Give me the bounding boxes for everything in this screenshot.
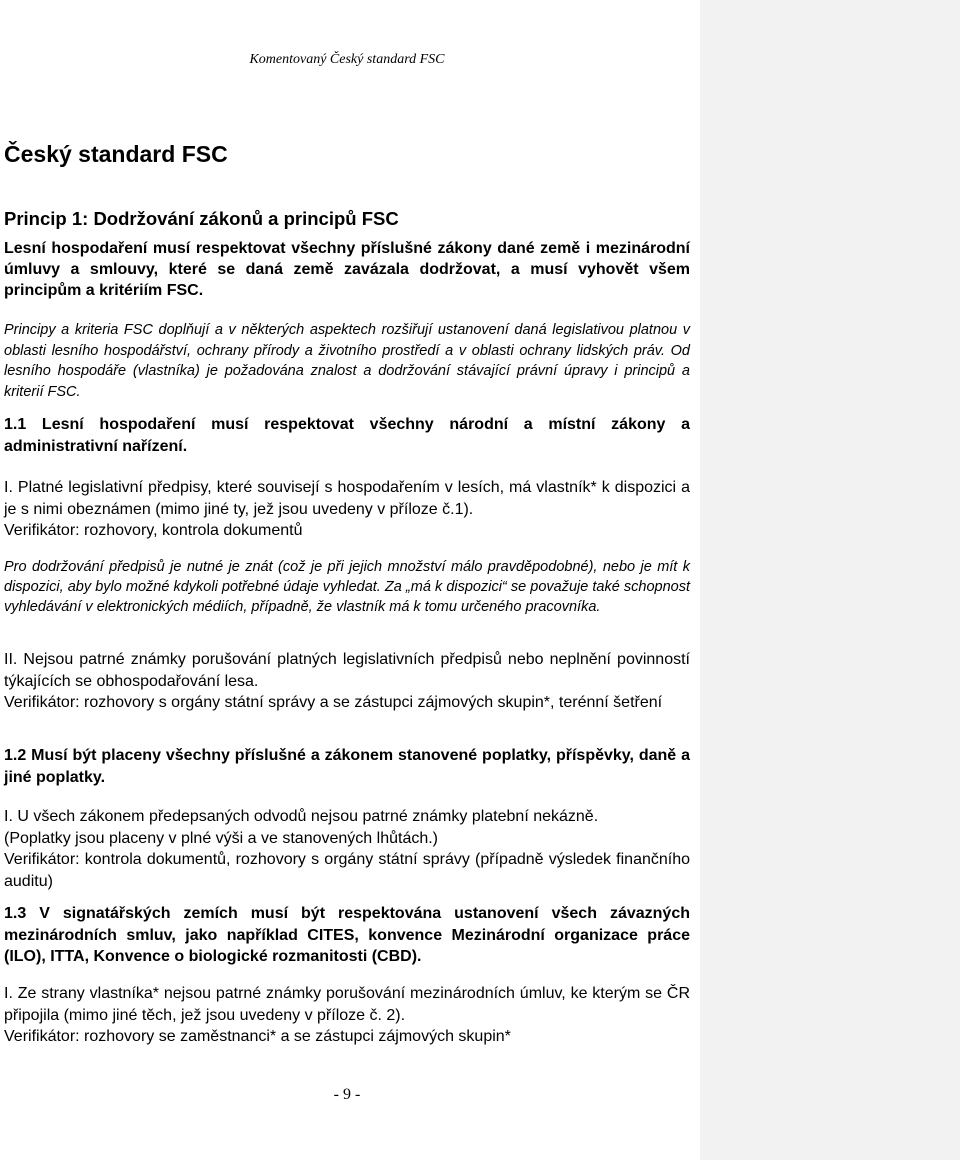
criterion-1-1-indicator-1-guidance xyxy=(4,557,690,617)
criterion-1-1-heading: 1.1 Lesní hospodaření musí respektovat všechny národní a místní zákony a administrativní nařízení. xyxy=(4,416,690,455)
guidance-part-1: Pro dodržování předpisů je nutné je znát (což je při jejich množství málo pravděpodobné), nebo je mít k dispozici, aby bylo možné kdykoli potřebné údaje vyhledat. xyxy=(4,559,690,595)
document-title: Český standard FSC xyxy=(4,141,228,167)
indicator-text: II. Nejsou patrné známky porušování platných legislativních předpisů nebo neplnění povinností týkajících se obhospodařování lesa. xyxy=(4,651,690,690)
commentary-part-2: Od lesního hospodáře (vlastníka) je požadována znalost a dodržování stávající právní úpravy i principů a kriterií FSC. xyxy=(4,342,690,400)
running-header: Komentovaný Český standard FSC xyxy=(249,52,445,67)
indicator-verifier: Verifikátor: rozhovory, kontrola dokumentů xyxy=(4,522,303,539)
indicator-text: I. Platné legislativní předpisy, které souvisejí s hospodařením v lesích, má vlastník* k dispozici a je s nimi obeznámen (mimo jiné ty, jež jsou uvedeny v příloze č.1). xyxy=(4,479,690,518)
criterion-1-2-heading: 1.2 Musí být placeny všechny příslušné a zákonem stanovené poplatky, příspěvky, daně a jiné poplatky. xyxy=(4,747,690,786)
principle-heading: Princip 1: Dodržování zákonů a principů FSC xyxy=(4,208,399,229)
indicator-text: I. Ze strany vlastníka* nejsou patrné známky porušování mezinárodních úmluv, ke kterým se ČR připojila (mimo jiné těch, jež jsou uvedeny v příloze č. 2). xyxy=(4,985,690,1024)
criterion-1-1-indicator-2 xyxy=(4,649,690,714)
page-number: - 9 - xyxy=(333,1086,361,1103)
principle-text: Lesní hospodaření musí respektovat všechny příslušné zákony dané země i mezinárodní úmluvy a smlouvy, které se daná země zavázala dodržovat, a musí vyhovět všem principům a kritériím FSC. xyxy=(4,240,690,299)
indicator-verifier: Verifikátor: rozhovory s orgány státní správy a se zástupci zájmových skupin*, terénní šetření xyxy=(4,694,663,711)
commentary-part-1: Principy a kriteria FSC doplňují a v některých aspektech rozšiřují ustanovení daná legislativou platnou v oblasti lesního hospodářství, ochrany přírody a životního prostředí a v oblasti ochrany lidských práv. xyxy=(4,322,690,359)
indicator-verifier: Verifikátor: kontrola dokumentů, rozhovory s orgány státní správy (případně výsledek finančního auditu) xyxy=(4,851,690,890)
indicator-text-continued: (Poplatky jsou placeny v plné výši a ve stanovených lhůtách.) xyxy=(4,829,439,847)
right-margin-panel xyxy=(700,0,960,1160)
criterion-1-2-indicator-1 xyxy=(4,806,690,892)
principle-commentary xyxy=(4,320,690,402)
criterion-1-1-indicator-1 xyxy=(4,477,690,542)
guidance-part-2: Za „má k dispozici“ se považuje také schopnost vyhledávání v elektronických médiích, případně, že vlastník má k tomu určeného pracovníka. xyxy=(4,579,690,615)
indicator-text: I. U všech zákonem předepsaných odvodů nejsou patrné známky platební nekázně. xyxy=(4,808,599,825)
criterion-1-3-indicator-1 xyxy=(4,983,690,1048)
criterion-1-3-heading: 1.3 V signatářských zemích musí být respektována ustanovení všech závazných mezinárodních smluv, jako například CITES, konvence Mezinárodní organizace práce (ILO), ITTA, Konvence o biologické rozmanitosti (CBD). xyxy=(4,905,690,965)
indicator-verifier: Verifikátor: rozhovory se zaměstnanci* a se zástupci zájmových skupin* xyxy=(4,1028,511,1045)
